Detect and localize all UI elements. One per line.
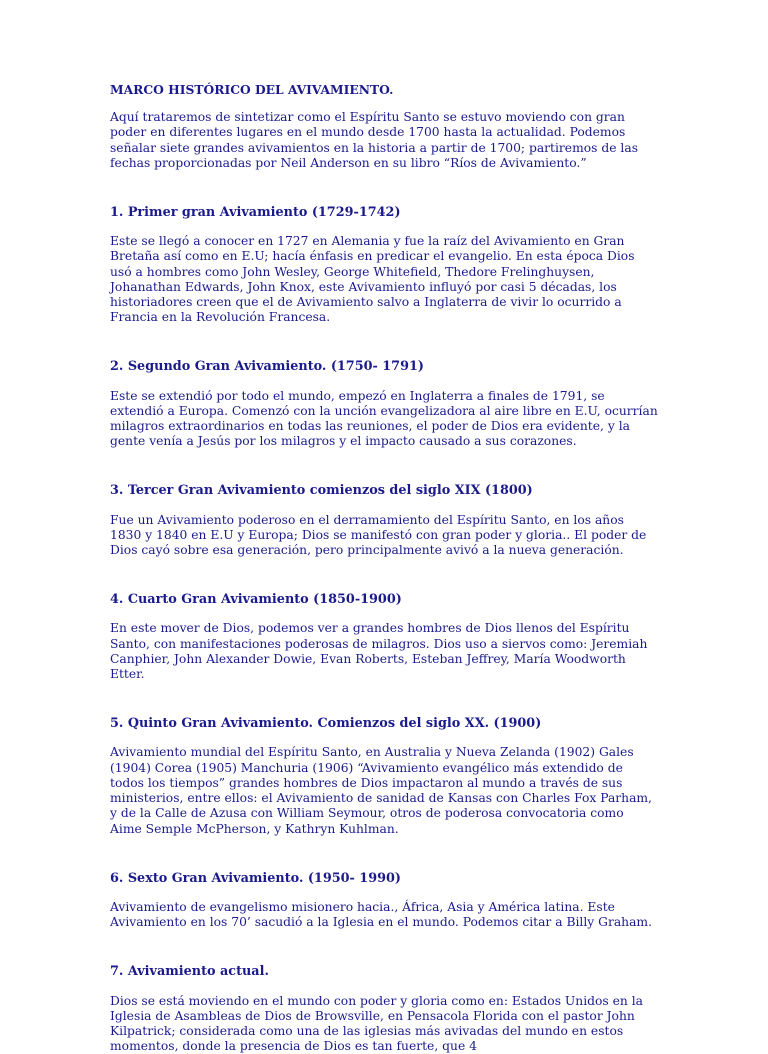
section-3 [110,483,658,558]
section-body: Avivamiento mundial del Espíritu Santo, en Australia y Nueva Zelanda (1902) Gales (1904) Corea (1905) Manchuria (1906) “Avivamiento evangélico más extendido de todos los tiempos” grandes hombres de Dios impactaron al mundo a través de sus ministerios, entre ellos: el Avivamiento de sanidad de Kansas con Charles Fox Parham, y de la Calle de Azusa con William Seymour, otros de poderosa convocatoria como Aime Semple McPherson, y Kathryn Kuhlman. [110,745,652,836]
section-body: Este se llegó a conocer en 1727 en Alemania y fue la raíz del Avivamiento en Gran Bretaña así como en E.U; hacía énfasis en predicar el evangelio. En esta época Dios usó a hombres como John Wesley, George Whitefield, Thedore Frelinghuysen, Johanathan Edwards, John Knox, este Avivamiento influyó por casi 5 décadas, los historiadores creen que el de Avivamiento salvo a Inglaterra de vivir lo ocurrido a Francia en la Revolución Francesa. [110,234,635,325]
section-heading: 2. Segundo Gran Avivamiento. (1750- 1791) [110,359,424,375]
section-heading: 4. Cuarto Gran Avivamiento (1850-1900) [110,592,402,608]
section-heading: 6. Sexto Gran Avivamiento. (1950- 1990) [110,870,401,886]
section-6 [110,871,658,931]
section-body: Avivamiento de evangelismo misionero hacia., África, Asia y América latina. Este Avivamiento en los 70’ sacudió a la Iglesia en el mundo. Podemos citar a Billy Graham. [110,899,652,930]
section-body: Fue un Avivamiento poderoso en el derramamiento del Espíritu Santo, en los años 1830 y 1840 en E.U y Europa; Dios se manifestó con gran poder y gloria.. El poder de Dios cayó sobre esa generación, pero principalmente avivó a la nueva generación. [110,512,647,558]
section-heading: 3. Tercer Gran Avivamiento comienzos del siglo XIX (1800) [110,483,533,499]
intro-paragraph: Aquí trataremos de sintetizar como el Espíritu Santo se estuvo moviendo con gran poder en diferentes lugares en el mundo desde 1700 hasta la actualidad. Podemos señalar siete grandes avivamientos en la historia a partir de 1700; partiremos de las fechas proporcionadas por Neil Anderson en su libro “Ríos de Avivamiento.” [110,110,639,170]
section-body: En este mover de Dios, podemos ver a grandes hombres de Dios llenos del Espíritu Santo, con manifestaciones poderosas de milagros. Dios uso a siervos como: Jeremiah Canphier, John Alexander Dowie, Evan Roberts, Esteban Jeffrey, María Woodworth Etter. [110,621,648,682]
section-heading: 7. Avivamiento actual. [110,964,269,980]
section-7 [110,964,658,1054]
section-5 [110,716,658,836]
section-heading: 5. Quinto Gran Avivamiento. Comienzos del siglo XX. (1900) [110,716,542,732]
section-4 [110,592,658,682]
section-heading: 1. Primer gran Avivamiento (1729-1742) [110,205,401,221]
section-2 [110,359,658,449]
section-body: Este se extendió por todo el mundo, empezó en Inglaterra a finales de 1791, se extendió a Europa. Comenzó con la unción evangelizadora al aire libre en E.U, ocurrían milagros extraordinarios en todas las reuniones, el poder de Dios era evidente, y la gente venía a Jesús por los milagros y el impacto causado a sus corazones. [110,388,658,449]
section-1 [110,205,658,325]
document-page [110,82,658,1054]
document-title: MARCO HISTÓRICO DEL AVIVAMIENTO. [110,82,394,97]
section-body: Dios se está moviendo en el mundo con poder y gloria como en: Estados Unidos en la Iglesia de Asambleas de Dios de Browsville, en Pensacola Florida con el pastor John Kilpatrick; considerada como una de las iglesias más avivadas del mundo en estos momentos, donde la presencia de Dios es tan fuerte, que 4 [110,993,644,1054]
